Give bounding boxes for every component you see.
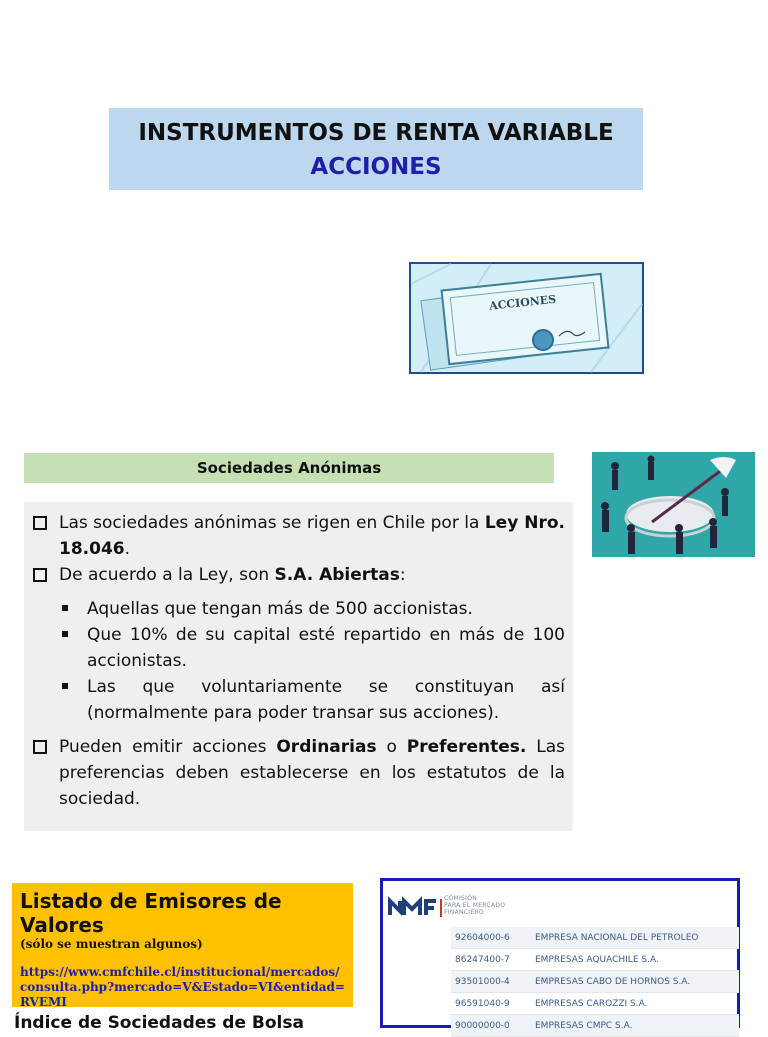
list-item: De acuerdo a la Ley, son S.A. Abiertas: [32, 562, 565, 588]
certificate-label: ACCIONES [488, 292, 557, 313]
square-bullet-icon [62, 683, 68, 689]
emisores-table [451, 927, 739, 1037]
sociedades-content [24, 502, 573, 831]
cmf-subtitle: COMISIÓN PARA EL MERCADO FINANCIERO [444, 895, 506, 916]
stock-certificate-image [409, 262, 644, 374]
table-row[interactable]: 93501000-4 EMPRESAS CABO DE HORNOS S.A. [451, 971, 739, 993]
section-heading: Sociedades Anónimas [24, 453, 554, 483]
square-bullet-icon [62, 631, 68, 637]
sub-list-item: Las que voluntariamente se constituyan así (normalmente para poder transar sus acciones). [32, 674, 565, 726]
list-item: Las sociedades anónimas se rigen en Chile por la Ley Nro. 18.046. [32, 510, 565, 562]
checkbox-bullet-icon [33, 516, 47, 530]
business-meeting-image [592, 452, 755, 557]
table-row[interactable]: 96591040-9 EMPRESAS CAROZZI S.A. [451, 993, 739, 1015]
sub-list-item: Aquellas que tengan más de 500 accionistas. [32, 596, 565, 622]
emisores-callout [12, 883, 353, 1007]
list-item: Pueden emitir acciones Ordinarias o Preferentes. Las preferencias deben establecerse en los estatutos de la sociedad. [32, 734, 565, 812]
cmf-emisores-panel [380, 878, 740, 1031]
bottom-heading: Índice de Sociedades de Bolsa [14, 1013, 304, 1033]
emisores-link[interactable]: https://www.cmfchile.cl/institucional/mercados/consulta.php?mercado=V&Estado=VI&entidad=RVEMI [20, 965, 345, 1009]
checkbox-bullet-icon [33, 568, 47, 582]
table-row[interactable]: 90000000-0 EMPRESAS CMPC S.A. [451, 1015, 739, 1037]
listado-note: (sólo se muestran algunos) [20, 937, 203, 951]
sub-list [32, 596, 565, 726]
page-title: INSTRUMENTOS DE RENTA VARIABLE [138, 120, 614, 146]
table-row[interactable]: 92604000-6 EMPRESA NACIONAL DEL PETROLEO [451, 927, 739, 949]
page-subtitle: ACCIONES [310, 154, 442, 180]
sub-list-item: Que 10% de su capital esté repartido en más de 100 accionistas. [32, 622, 565, 674]
title-banner [109, 108, 643, 190]
listado-title: Listado de Emisores de Valores [20, 889, 282, 937]
checkbox-bullet-icon [33, 740, 47, 754]
cmf-logo-icon [388, 895, 448, 919]
square-bullet-icon [62, 605, 68, 611]
table-row[interactable]: 86247400-7 EMPRESAS AQUACHILE S.A. [451, 949, 739, 971]
